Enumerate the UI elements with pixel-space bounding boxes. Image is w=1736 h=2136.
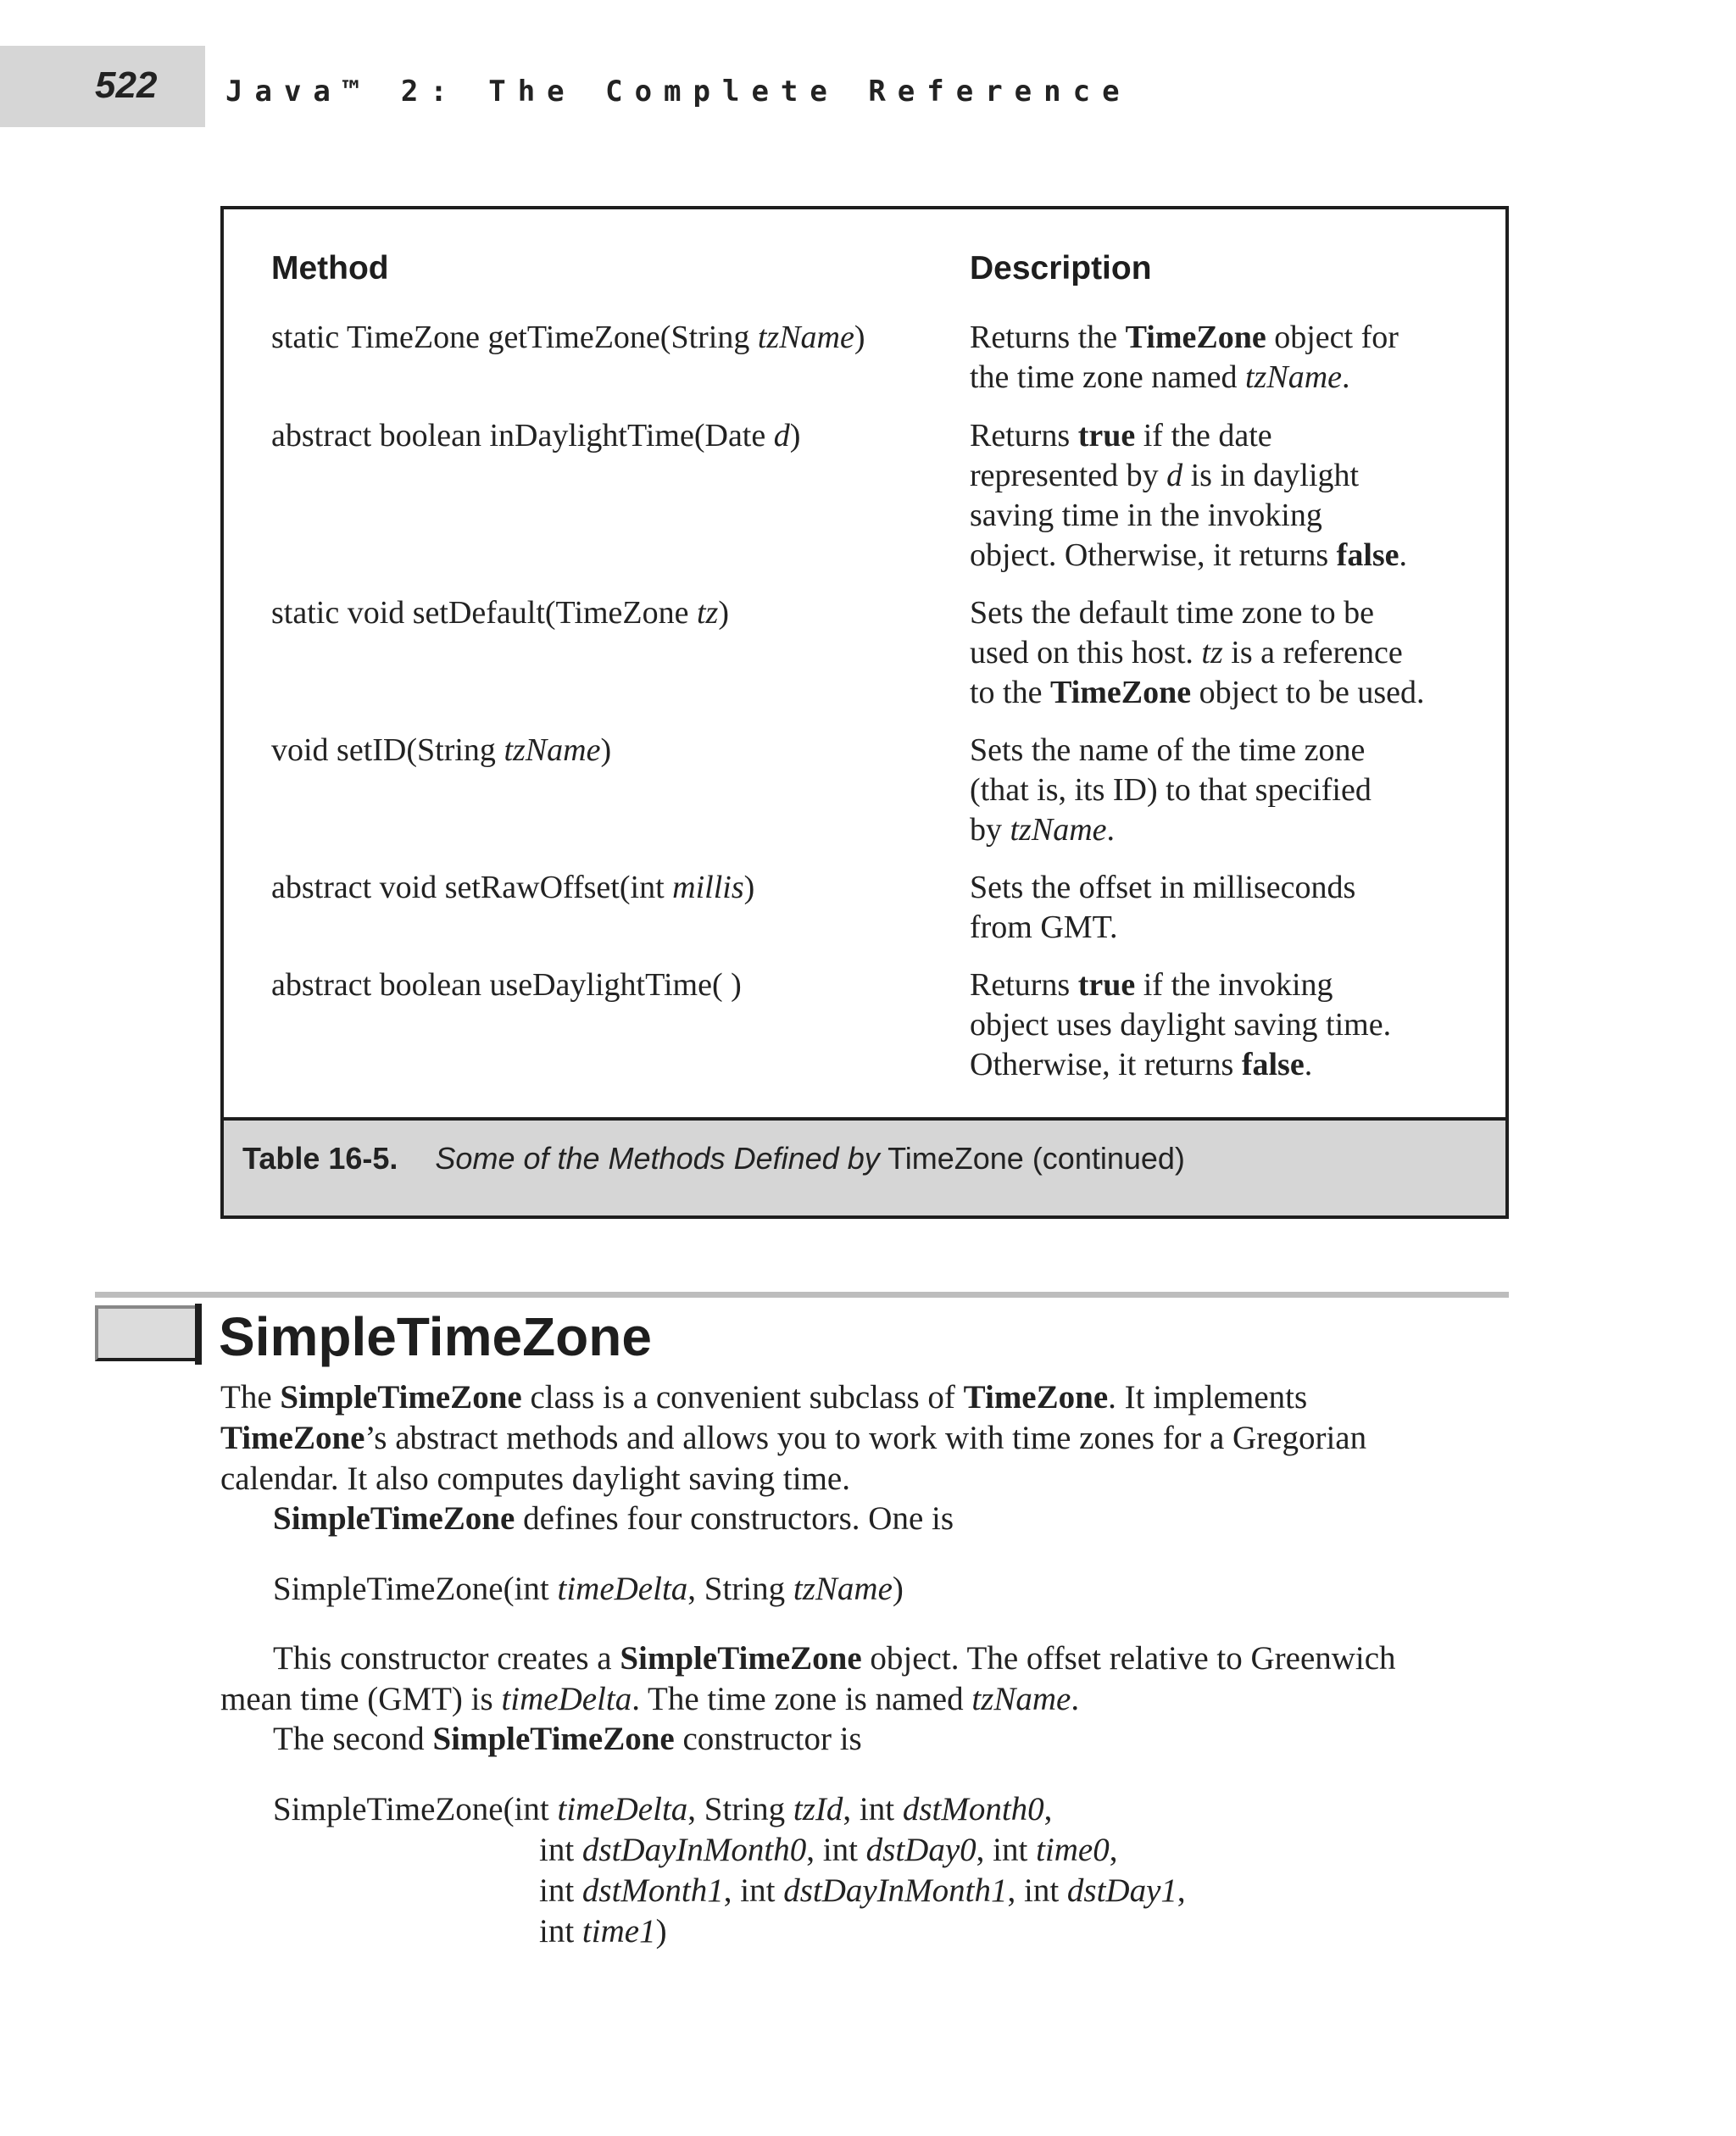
section-title: SimpleTimeZone (219, 1306, 652, 1367)
paragraph-1-line-2: TimeZone’s abstract methods and allows you to work with time zones for a Gregorian (220, 1420, 1367, 1456)
row-getTimeZone-description: Returns the TimeZone object for the time zone named tzName. (970, 320, 1399, 395)
section-rule (95, 1292, 1509, 1298)
row-setID-method: void setID(String tzName) (271, 732, 612, 768)
constructor-2-line-2: int dstDayInMonth0, int dstDay0, int time0, (539, 1832, 1118, 1868)
paragraph-1-line-3: calendar. It also computes daylight saving time. (220, 1460, 850, 1497)
table-caption: Table 16-5. Some of the Methods Defined by TimeZone (continued) (242, 1141, 1185, 1176)
constructor-2-line-4: int time1) (539, 1913, 667, 1950)
table-header-method: Method (271, 250, 389, 286)
constructor-2-line-1: SimpleTimeZone(int timeDelta, String tzId, int dstMonth0, (273, 1791, 1053, 1827)
paragraph-3-line-2: mean time (GMT) is timeDelta. The time zone is named tzName. (220, 1681, 1080, 1717)
row-useDaylightTime-method: abstract boolean useDaylightTime( ) (271, 967, 742, 1003)
row-inDaylightTime-method: abstract boolean inDaylightTime(Date d) (271, 418, 801, 453)
paragraph-1-line-1: The SimpleTimeZone class is a convenient subclass of TimeZone. It implements (220, 1379, 1308, 1416)
methods-table (220, 206, 1509, 1219)
row-setID-description: Sets the name of the time zone (that is, its ID) to that specified by tzName. (970, 732, 1372, 848)
paragraph-3-line-1: This constructor creates a SimpleTimeZone object. The offset relative to Greenwich (273, 1640, 1396, 1677)
paragraph-4: The second SimpleTimeZone constructor is (273, 1721, 862, 1757)
row-setDefault-method: static void setDefault(TimeZone tz) (271, 595, 730, 631)
constructor-1-signature: SimpleTimeZone(int timeDelta, String tzName) (273, 1571, 904, 1607)
table-header-description: Description (970, 250, 1152, 286)
row-inDaylightTime-description: Returns true if the date represented by d is in daylight saving time in the invoking object. Otherwise, it returns false. (970, 418, 1408, 573)
row-setRawOffset-description: Sets the offset in milliseconds from GMT. (970, 870, 1356, 945)
row-useDaylightTime-description: Returns true if the invoking object uses daylight saving time. Otherwise, it returns false. (970, 967, 1392, 1082)
row-getTimeZone-method: static TimeZone getTimeZone(String tzName) (271, 320, 865, 355)
page-number: 522 (95, 64, 158, 106)
row-setDefault-description: Sets the default time zone to be used on this host. tz is a reference to the TimeZone object to be used. (970, 595, 1425, 710)
constructor-2-line-3: int dstMonth1, int dstDayInMonth1, int dstDay1, (539, 1872, 1186, 1909)
running-title: Java™ 2: The Complete Reference (225, 75, 1132, 108)
paragraph-2: SimpleTimeZone defines four constructors. One is (273, 1500, 954, 1537)
section-marker-icon (95, 1305, 198, 1361)
table-caption-bar (224, 1117, 1505, 1215)
row-setRawOffset-method: abstract void setRawOffset(int millis) (271, 870, 755, 905)
section-marker-bar (195, 1304, 202, 1365)
